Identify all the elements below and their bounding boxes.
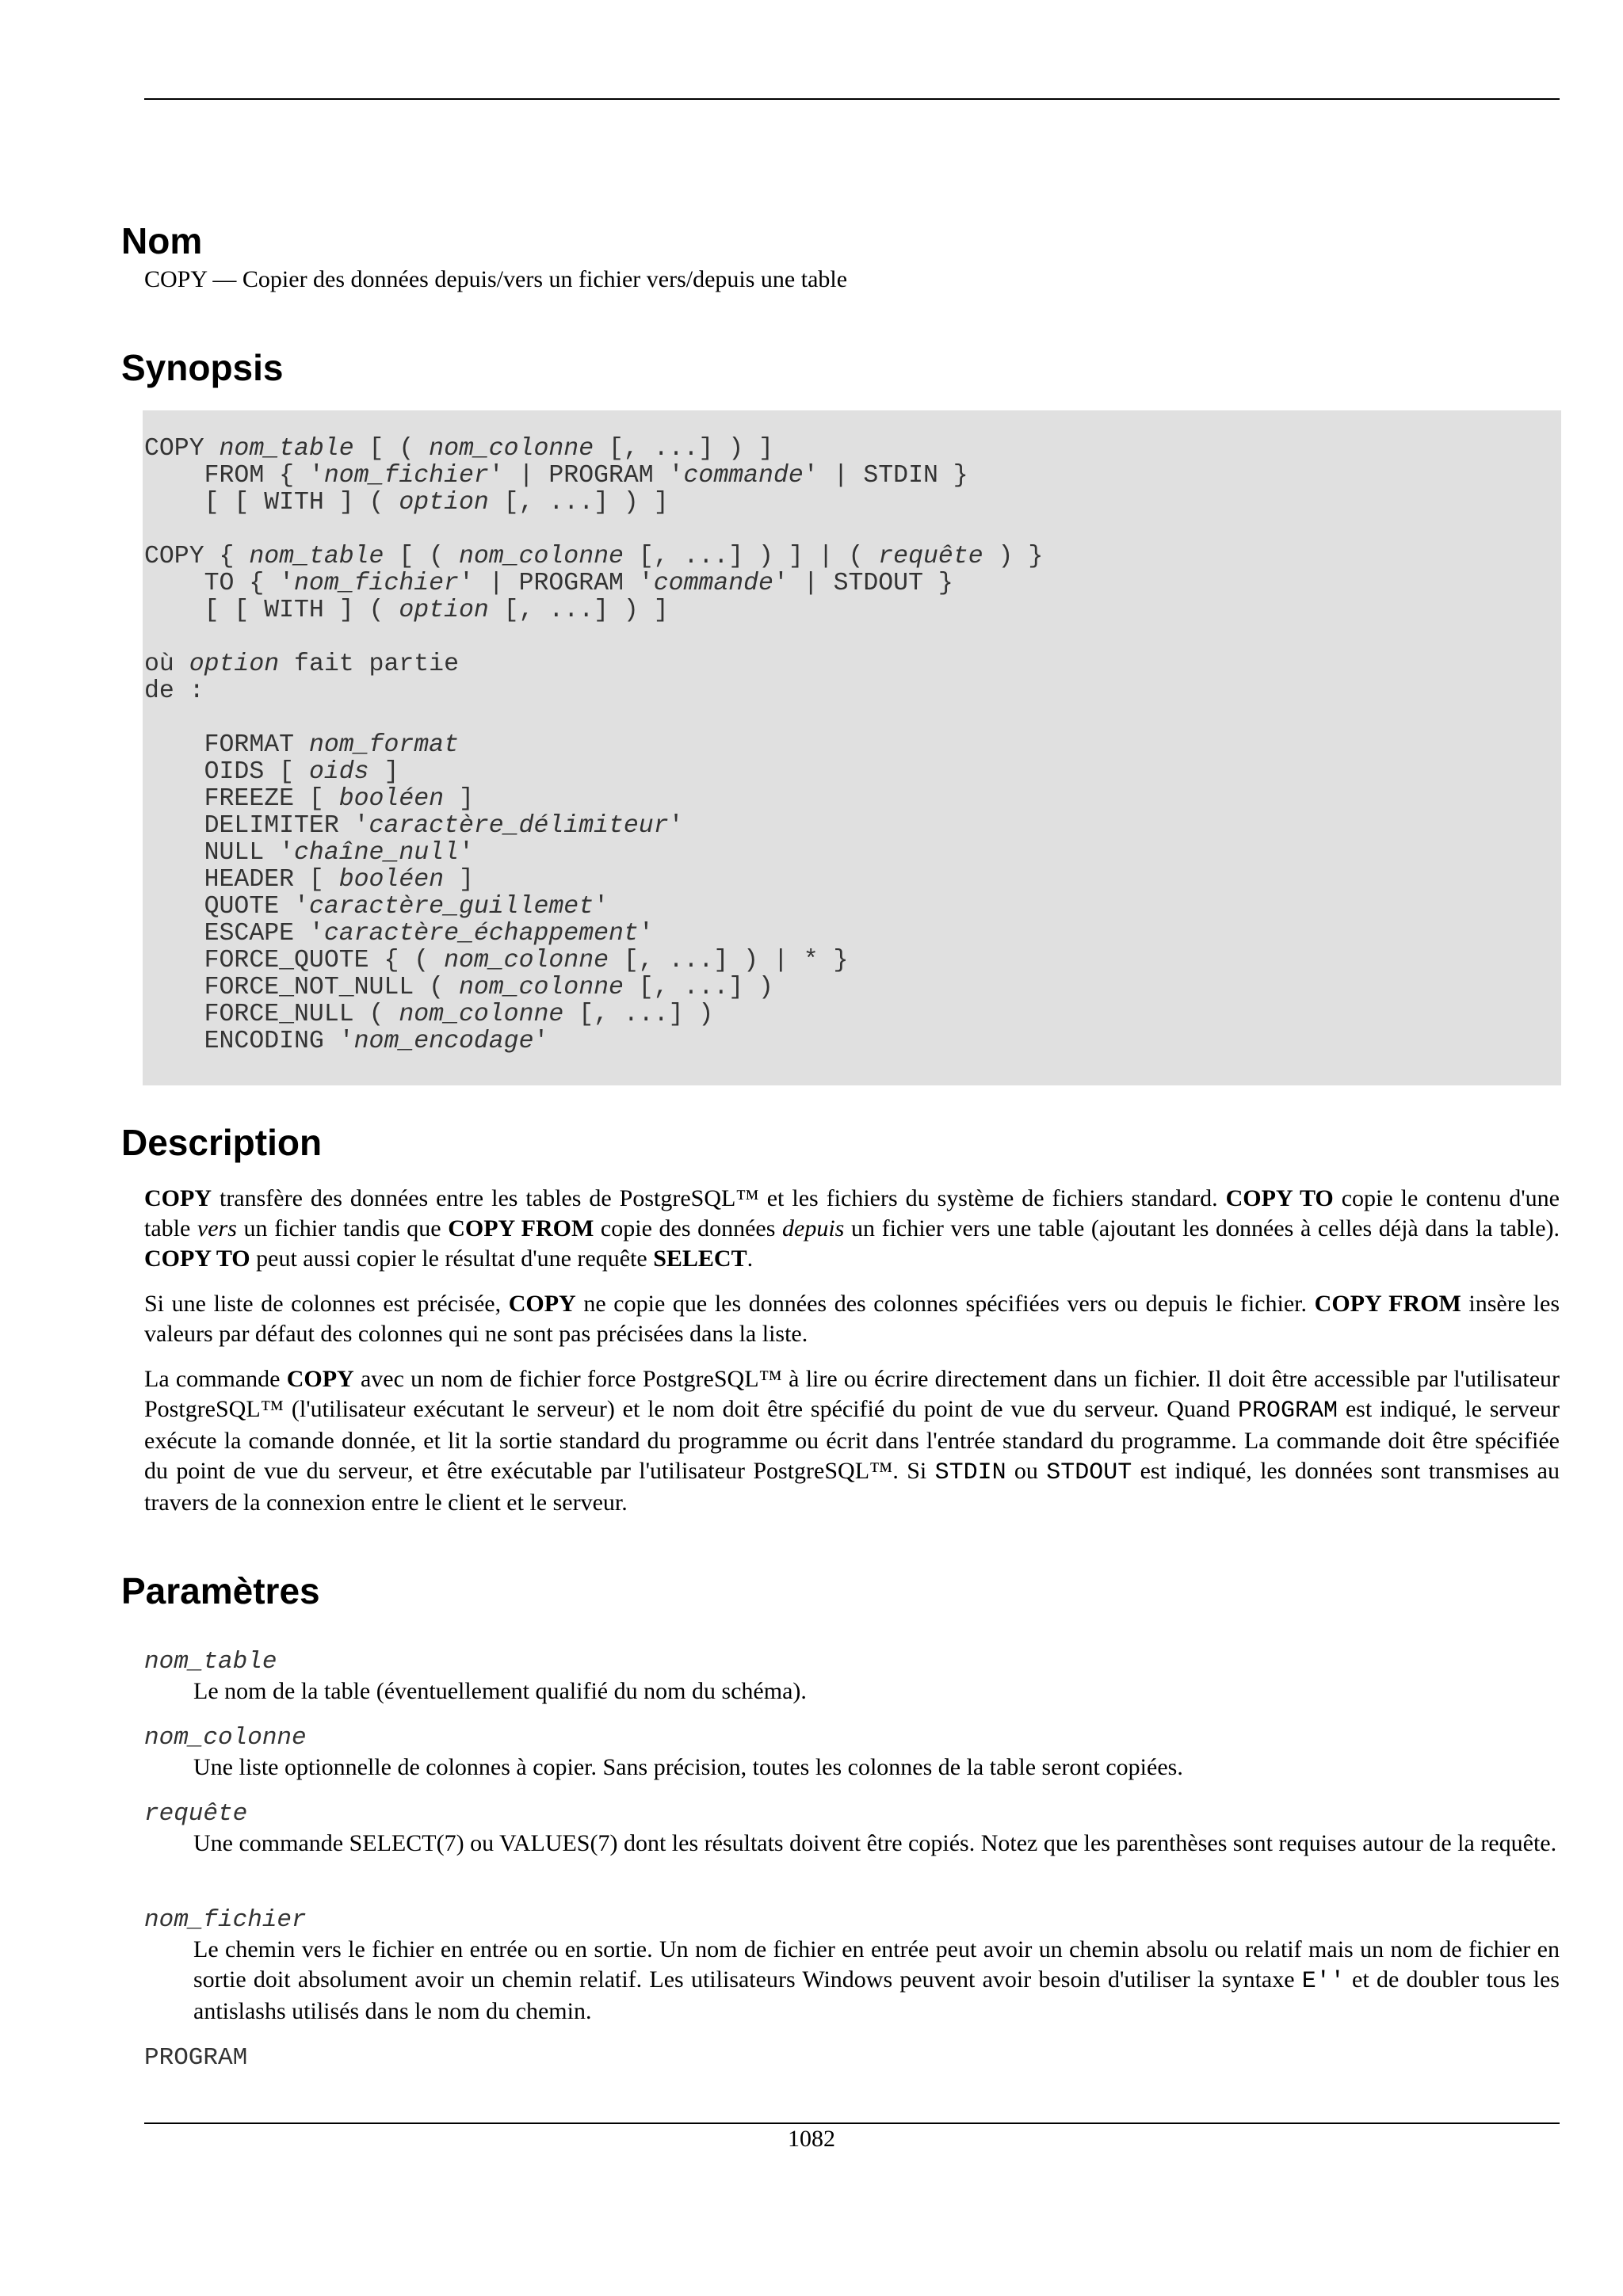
text-run: copie des données [594,1215,783,1241]
code-literal: PROGRAM [1238,1398,1338,1425]
synopsis-keyword: ] [444,866,474,894]
text-run: est indiqué, le serveur exécute la comande donnée, et lit la sortie standard du programme ou écrit dans l'entrée standard du programme. La commande doit être spécifiée du point de vue du serveur, et être exécutable par l'utilisateur PostgreSQL™. Si [144,1396,1560,1484]
synopsis-line [144,813,1043,840]
synopsis-placeholder: oids [308,758,369,786]
synopsis-keyword: où [144,650,189,678]
synopsis-placeholder: option [189,650,280,678]
synopsis-keyword: FROM { ' [144,462,324,490]
synopsis-placeholder: nom_colonne [458,543,624,570]
synopsis-line [144,678,1043,705]
synopsis-keyword: ] [444,785,474,813]
text-run: un fichier vers une table (ajoutant les données à celles déjà dans la table). [844,1215,1560,1241]
synopsis-placeholder: option [399,597,489,624]
synopsis-keyword: [, ...] ) ] | ( [623,543,879,570]
synopsis-keyword: TO { ' [144,570,295,597]
synopsis-keyword: COPY [144,435,220,463]
synopsis-keyword: COPY { [144,543,250,570]
text-run: avec un nom de fichier force PostgreSQL™ à lire ou écrire directement dans un fichier. Il doit être accessible par l'utilisateur PostgreSQL™ (l'utilisateur exécutant le serveur) et le nom doit être spécifié du point de vue du serveur. Quand [144,1366,1560,1422]
synopsis-keyword: ' | STDIN } [803,462,968,490]
synopsis-keyword: QUOTE ' [144,893,309,921]
synopsis-placeholder: caractère_délimiteur [369,812,669,840]
synopsis-line [144,948,1043,974]
synopsis-line [144,543,1043,570]
param-def-requete [193,1829,1560,1859]
synopsis-line [144,651,1043,678]
emphasis: vers [197,1215,237,1241]
synopsis-keyword: de : [144,677,204,705]
text-run: Le chemin vers le fichier en entrée ou en sortie. Un nom de fichier en entrée peut avoir un chemin absolu ou relatif mais un nom de fichier en sortie doit absolument avoir un chemin relatif. Les utilisateurs Windows peuvent avoir besoin d'utiliser la syntaxe [193,1936,1560,1993]
synopsis-placeholder: nom_table [219,435,354,463]
param-term-nom-colonne: nom_colonne [144,1724,307,1752]
synopsis-line [144,1028,1043,1055]
text-run: Une commande SELECT(7) ou VALUES(7) dont les résultats doivent être copiés. Notez que les parenthèses sont requises autour de la requête. [193,1830,1557,1856]
synopsis-placeholder: nom_colonne [429,435,594,463]
synopsis-line [144,463,1043,490]
param-def-nom-colonne [193,1753,1560,1783]
text-run: Une liste optionnelle de colonnes à copier. Sans précision, toutes les colonnes de la table seront copiées. [193,1754,1183,1780]
synopsis-keyword: FORCE_NULL ( [144,1001,399,1028]
text-run: ou [1006,1458,1047,1484]
synopsis-placeholder: nom_format [308,731,459,759]
synopsis-placeholder: booléen [338,866,445,894]
synopsis-keyword: [ ( [384,543,459,570]
synopsis-keyword: ' | PROGRAM ' [458,570,654,597]
synopsis-keyword: ' [458,839,474,867]
bold-term: COPY [144,1185,212,1211]
synopsis-placeholder: commande [653,570,773,597]
synopsis-keyword: HEADER [ [144,866,339,894]
header-rule [144,98,1560,100]
synopsis-placeholder: caractère_échappement [323,920,639,948]
synopsis-keyword: [, ...] ) [623,974,773,1001]
synopsis-keyword: FREEZE [ [144,785,339,813]
section-heading-description: Description [121,1122,323,1163]
page-number: 1082 [788,2126,835,2152]
text-run: La commande [144,1366,287,1392]
synopsis-placeholder: requête [878,543,983,570]
bold-term: COPY TO [144,1245,250,1272]
synopsis-keyword: DELIMITER ' [144,812,369,840]
code-literal: E'' [1301,1968,1345,1995]
synopsis-placeholder: nom_colonne [444,947,609,974]
description-paragraph [144,1184,1560,1274]
synopsis-line [144,570,1043,597]
synopsis-placeholder: nom_fichier [294,570,459,597]
section-heading-synopsis: Synopsis [121,347,284,388]
synopsis-keyword: ' [668,812,684,840]
synopsis-line [144,705,1043,732]
synopsis-line [144,490,1043,517]
synopsis-keyword: NULL ' [144,839,295,867]
text-run: ne copie que les données des colonnes spécifiées vers ou depuis le fichier. [575,1291,1315,1317]
synopsis-keyword: ENCODING ' [144,1028,354,1055]
code-literal: STDOUT [1046,1459,1132,1486]
param-def-nom-table [193,1676,1560,1707]
text-run: copie le contenu d'une table [144,1185,1560,1241]
synopsis-keyword: ] [369,758,399,786]
synopsis-line [144,974,1043,1001]
bold-term: COPY [508,1291,576,1317]
synopsis-line [144,1001,1043,1028]
synopsis-line [144,867,1043,894]
synopsis-keyword: [ ( [353,435,430,463]
synopsis-placeholder: nom_colonne [458,974,624,1001]
text-run: est indiqué, les données sont transmises au travers de la connexion entre le client et le serveur. [144,1458,1560,1516]
text-run: et de doubler tous les antislashs utilisés dans le nom du chemin. [193,1966,1560,2024]
section-heading-nom: Nom [121,220,203,261]
param-term-nom-table: nom_table [144,1648,277,1676]
synopsis-placeholder: nom_colonne [399,1001,564,1028]
text-run: insère les valeurs par défaut des colonnes qui ne sont pas précisées dans la liste. [144,1291,1560,1347]
synopsis-line [144,840,1043,867]
synopsis-keyword: [, ...] ) | * } [609,947,849,974]
synopsis-placeholder: nom_table [249,543,384,570]
synopsis-placeholder: nom_fichier [323,462,489,490]
synopsis-line [144,517,1043,543]
synopsis-keyword: OIDS [ [144,758,309,786]
param-term-requete: requête [144,1800,248,1828]
param-term-nom-fichier: nom_fichier [144,1906,307,1934]
synopsis-keyword: FORCE_NOT_NULL ( [144,974,459,1001]
synopsis-line [144,759,1043,786]
emphasis: depuis [782,1215,845,1241]
bold-term: COPY FROM [448,1215,594,1241]
synopsis-keyword: ' | STDOUT } [773,570,953,597]
bold-term: COPY [286,1366,354,1392]
synopsis-line [144,786,1043,813]
text-run: transfère des données entre les tables de PostgreSQL™ et les fichiers du système de fichiers standard. [212,1185,1226,1211]
bold-term: COPY FROM [1314,1291,1461,1317]
synopsis-line [144,732,1043,759]
synopsis-keyword: ' [594,893,609,921]
section-heading-parametres: Paramètres [121,1570,320,1611]
bold-term: COPY TO [1225,1185,1334,1211]
synopsis-keyword: ' | PROGRAM ' [488,462,684,490]
synopsis-line [144,597,1043,624]
code-literal: STDIN [934,1459,1006,1486]
synopsis-keyword: [ [ WITH ] ( [144,489,399,517]
param-def-nom-fichier [193,1935,1560,2027]
synopsis-line [144,921,1043,948]
synopsis-keyword: [, ...] ) [563,1001,714,1028]
synopsis-line [144,624,1043,651]
synopsis-placeholder: chaîne_null [294,839,459,867]
text-run: peut aussi copier le résultat d'une requête [250,1245,654,1272]
description-paragraph [144,1289,1560,1349]
synopsis-placeholder: caractère_guillemet [308,893,594,921]
text-run: Si une liste de colonnes est précisée, [144,1291,509,1317]
synopsis-keyword: FORMAT [144,731,309,759]
synopsis-placeholder: commande [683,462,804,490]
synopsis-placeholder: option [399,489,489,517]
description-paragraph [144,1364,1560,1518]
nom-text: COPY — Copier des données depuis/vers un fichier vers/depuis une table [144,266,848,292]
synopsis-keyword: [, ...] ) ] [594,435,773,463]
synopsis-placeholder: nom_encodage [353,1028,534,1055]
param-term-program: PROGRAM [144,2044,248,2072]
synopsis-keyword: fait partie [279,650,459,678]
synopsis-keyword: ) } [983,543,1044,570]
synopsis-keyword: [ [ WITH ] ( [144,597,399,624]
synopsis-keyword: [, ...] ) ] [488,489,669,517]
synopsis-keyword: ' [638,920,654,948]
synopsis-line [144,436,1043,463]
synopsis-keyword: FORCE_QUOTE { ( [144,947,445,974]
synopsis-line [144,894,1043,921]
text-run: . [747,1245,754,1272]
bold-term: SELECT [653,1245,747,1272]
synopsis-code [144,436,1043,1055]
synopsis-placeholder: booléen [338,785,445,813]
synopsis-keyword: ESCAPE ' [144,920,324,948]
synopsis-keyword: [, ...] ) ] [488,597,669,624]
text-run: Le nom de la table (éventuellement qualifié du nom du schéma). [193,1678,807,1704]
text-run: un fichier tandis que [236,1215,449,1241]
synopsis-keyword: ' [533,1028,549,1055]
